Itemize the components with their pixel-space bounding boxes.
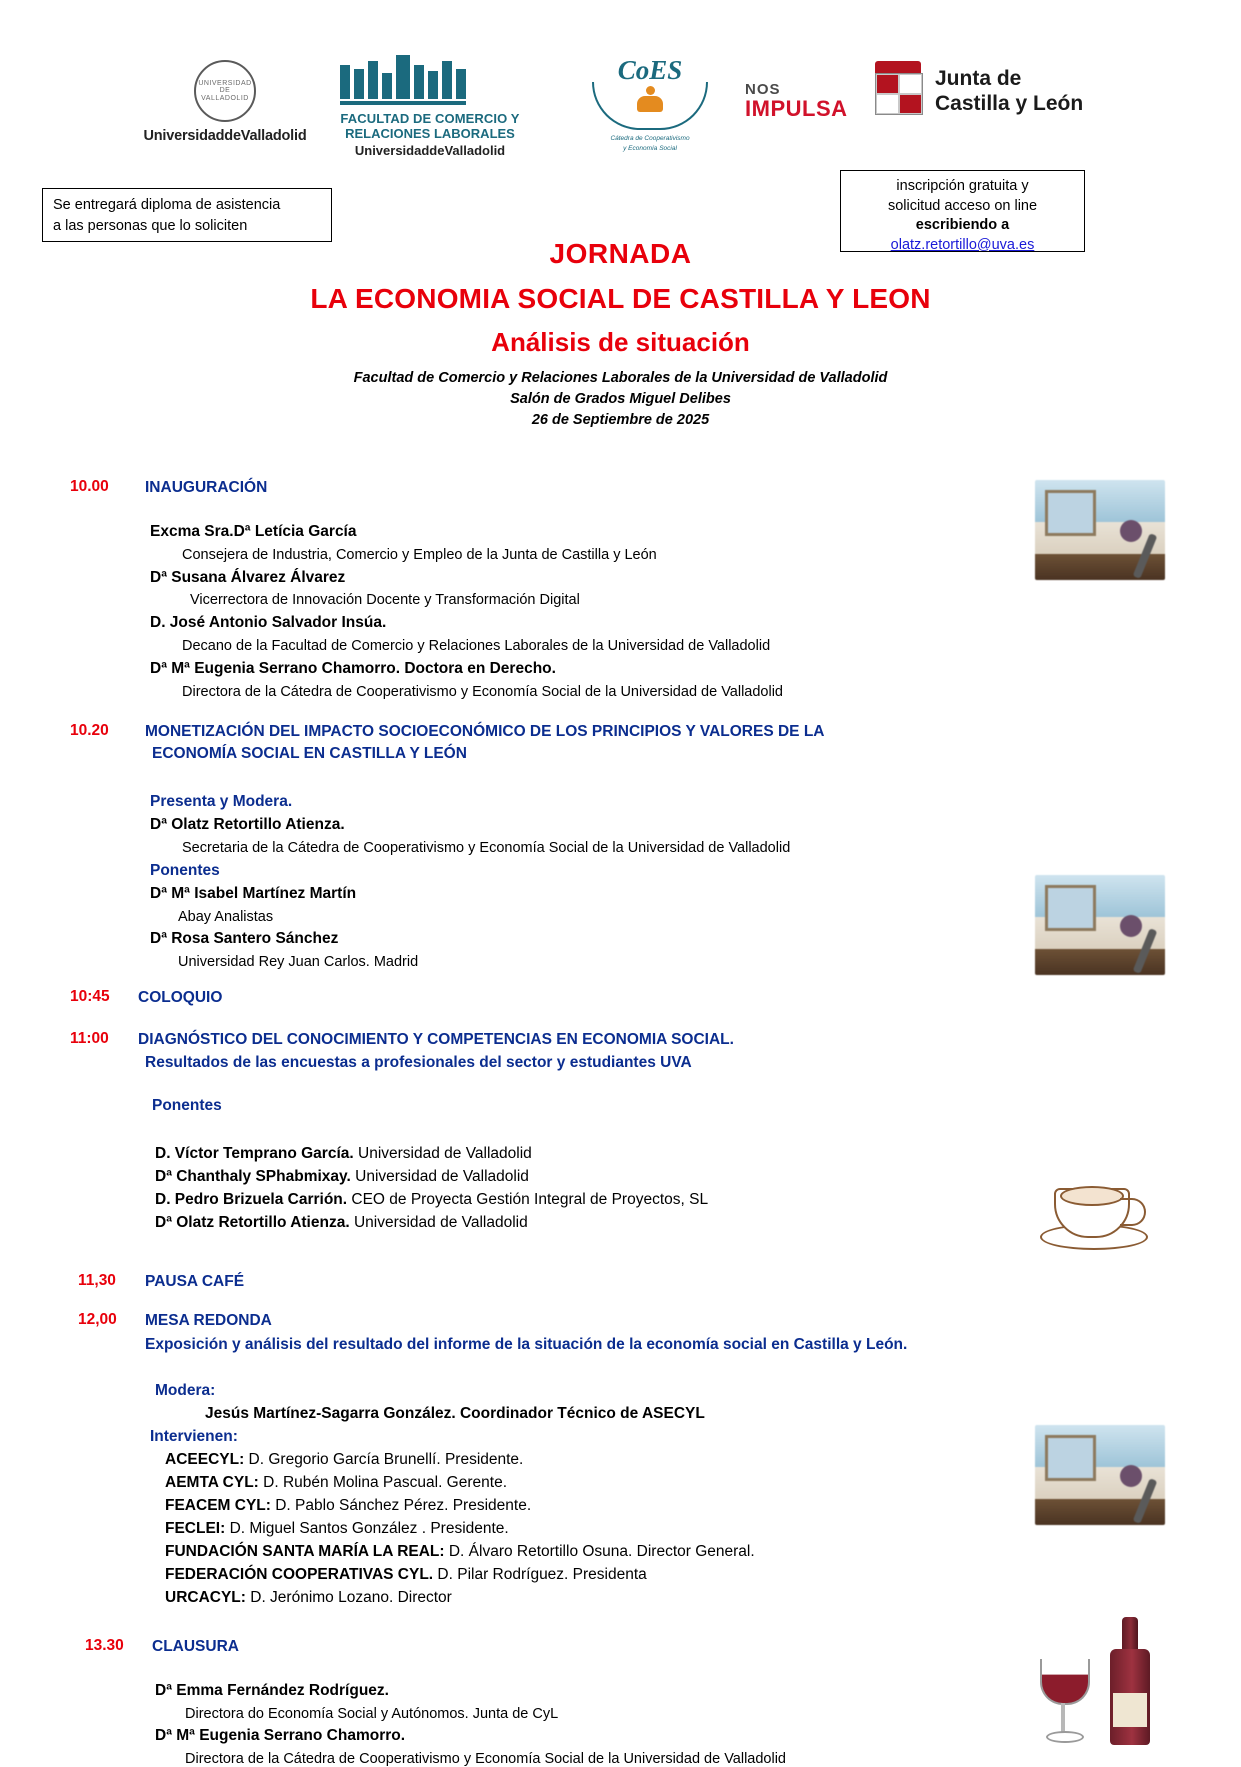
speaker-role: Decano de la Facultad de Comercio y Relaciones Laborales de la Universidad de Valladolid [182, 638, 771, 654]
org-person: D. Pablo Sánchez Pérez. Presidente. [275, 1497, 532, 1514]
speaker-org: Universidad de Valladolid [355, 1168, 529, 1185]
speaker-name: Dª Olatz Retortillo Atienza. [150, 816, 345, 833]
castilla-leon-crest-icon [875, 61, 923, 117]
speaker-org: CEO de Proyecta Gestión Integral de Proyectos, SL [351, 1191, 709, 1208]
coes-arc-icon [592, 82, 708, 130]
facultad-line3: UniversidaddeValladolid [354, 143, 506, 158]
section-heading-monetizacion-l1: MONETIZACIÓN DEL IMPACTO SOCIOECONÓMICO DE LOS PRINCIPIOS Y VALORES DE LA [145, 723, 825, 740]
speaker-name: Dª Emma Fernández Rodríguez. [155, 1682, 389, 1699]
logo-facultad-comercio [305, 55, 555, 158]
coes-sub1: Cátedra de Cooperativismo [610, 135, 690, 142]
page-title-jornada: JORNADA [549, 238, 692, 269]
list-item [165, 1589, 452, 1607]
speaker-name: Dª Olatz Retortillo Atienza. [155, 1214, 350, 1231]
speaker-role: Directora de la Cátedra de Cooperativismo y Economía Social de la Universidad de Valladolid [185, 1751, 786, 1767]
list-item [165, 1566, 647, 1584]
presenta-label: Presenta y Modera. [150, 793, 293, 810]
speaker-name: Dª Mª Eugenia Serrano Chamorro. Doctora en Derecho. [150, 660, 556, 677]
impulsa-label: IMPULSA [745, 96, 848, 121]
ponentes-label: Ponentes [150, 862, 220, 879]
uva-seal-icon: UNIVERSIDAD DE VALLADOLID [194, 60, 256, 122]
section-heading-monetizacion-l2: ECONOMÍA SOCIAL EN CASTILLA Y LEÓN [152, 745, 467, 762]
speaker-role: Abay Analistas [178, 909, 274, 925]
speaker-name: Dª Mª Isabel Martínez Martín [150, 885, 357, 902]
inscription-line2: solicitud acceso on line [887, 197, 1038, 214]
mesa-redonda-description: Exposición y análisis del resultado del informe de la situación de la economía social en Castilla y León. [145, 1336, 908, 1353]
list-item [165, 1543, 755, 1561]
org-person: D. Álvaro Retortillo Osuna. Director General. [448, 1543, 755, 1560]
time-1100: 11:00 [70, 1030, 109, 1047]
section-heading-mesa-redonda: MESA REDONDA [145, 1312, 272, 1329]
facultad-line1: FACULTAD DE COMERCIO Y [340, 111, 520, 126]
venue-line: Facultad de Comercio y Relaciones Laborales de la Universidad de Valladolid [353, 370, 888, 386]
section-heading-diagnostico-l2: Resultados de las encuestas a profesionales del sector y estudiantes UVA [145, 1054, 692, 1071]
list-item [165, 1497, 531, 1515]
org-name: FEDERACIÓN COOPERATIVAS CYL. [165, 1566, 434, 1583]
org-name: FEACEM CYL: [165, 1497, 271, 1514]
section-heading-inauguracion: INAUGURACIÓN [145, 479, 268, 496]
list-item [155, 1168, 529, 1186]
section-heading-pausa-cafe: PAUSA CAFÉ [145, 1273, 245, 1290]
inscription-line1: inscripción gratuita y [896, 178, 1029, 194]
diploma-line2: a las personas que lo soliciten [53, 218, 248, 235]
section-heading-coloquio: COLOQUIO [138, 989, 223, 1006]
list-item [165, 1451, 523, 1469]
uva-caption: UniversidaddeValladolid [143, 128, 307, 144]
coes-sub2: y Economía Social [623, 145, 677, 153]
room-line: Salón de Grados Miguel Delibes [510, 391, 731, 407]
date-line: 26 de Septiembre de 2025 [531, 412, 710, 428]
facultad-building-icon [340, 55, 520, 107]
time-1200: 12,00 [78, 1311, 117, 1328]
coes-person-icon [633, 86, 667, 116]
speaker-name: D. Pedro Brizuela Carrión. [155, 1191, 348, 1208]
list-item [165, 1520, 509, 1538]
list-item [155, 1214, 528, 1232]
list-item [155, 1145, 532, 1163]
list-item [155, 1191, 708, 1209]
time-1130: 11,30 [78, 1272, 116, 1289]
page-title-main: LA ECONOMIA SOCIAL DE CASTILLA Y LEON [310, 283, 931, 314]
speaker-role: Universidad Rey Juan Carlos. Madrid [178, 954, 419, 970]
conference-photo-3 [1035, 1425, 1165, 1525]
org-name: FECLEI: [165, 1520, 226, 1537]
time-1000: 10.00 [70, 478, 109, 495]
coffee-cup-icon [1040, 1160, 1150, 1250]
speaker-name: Excma Sra.Dª Letícia García [150, 523, 357, 540]
diploma-notice-box [42, 188, 332, 242]
org-person: D. Rubén Molina Pascual. Gerente. [263, 1474, 507, 1491]
speaker-name: D. José Antonio Salvador Insúa. [150, 614, 387, 631]
nos-label: NOS [745, 81, 781, 98]
org-name: FUNDACIÓN SANTA MARÍA LA REAL: [165, 1543, 445, 1560]
speaker-name: Dª Rosa Santero Sánchez [150, 930, 339, 947]
speaker-role: Secretaria de la Cátedra de Cooperativismo y Economía Social de la Universidad de Valladolid [182, 840, 791, 856]
speaker-org: Universidad de Valladolid [358, 1145, 532, 1162]
speaker-name: Dª Chanthaly SPhabmixay. [155, 1168, 351, 1185]
speaker-name: Dª Susana Álvarez Álvarez [150, 569, 346, 586]
section-heading-diagnostico-l1: DIAGNÓSTICO DEL CONOCIMIENTO Y COMPETENCIAS EN ECONOMIA SOCIAL. [138, 1031, 734, 1048]
speaker-org: Universidad de Valladolid [353, 1214, 528, 1231]
org-person: D. Pilar Rodríguez. Presidenta [437, 1566, 647, 1583]
wine-glass-bottle-icon [1040, 1615, 1150, 1745]
diploma-line1: Se entregará diploma de asistencia [53, 197, 281, 213]
page-title-sub: Análisis de situación [491, 327, 750, 357]
inscription-email-link[interactable]: olatz.retortillo@uva.es [890, 236, 1035, 253]
speaker-role: Directora de la Cátedra de Cooperativismo y Economía Social de la Universidad de Valladolid [182, 684, 783, 700]
header-logos [0, 55, 1241, 175]
inscription-line3: escribiendo a [915, 217, 1010, 234]
org-name: AEMTA CYL: [165, 1474, 259, 1491]
logo-coes [560, 55, 740, 153]
org-person: D. Miguel Santos González . Presidente. [229, 1520, 509, 1537]
facultad-line2: RELACIONES LABORALES [345, 126, 515, 141]
speaker-name: D. Víctor Temprano García. [155, 1145, 354, 1162]
junta-line1: Junta de [935, 67, 1022, 90]
time-1330: 13.30 [85, 1637, 124, 1654]
intervienen-label: Intervienen: [150, 1428, 238, 1445]
speaker-role: Consejera de Industria, Comercio y Empleo de la Junta de Castilla y León [182, 547, 657, 563]
speaker-role: Directora do Economía Social y Autónomos. Junta de CyL [185, 1706, 559, 1722]
speaker-role: Vicerrectora de Innovación Docente y Transformación Digital [190, 592, 580, 608]
conference-photo-2 [1035, 875, 1165, 975]
org-name: ACEECYL: [165, 1451, 245, 1468]
speaker-name: Dª Mª Eugenia Serrano Chamorro. [155, 1727, 406, 1744]
org-name: URCACYL: [165, 1589, 246, 1606]
ponentes-label: Ponentes [152, 1097, 222, 1114]
list-item [165, 1474, 507, 1492]
time-1045: 10:45 [70, 988, 110, 1005]
coes-wordmark: CoES [617, 55, 683, 85]
section-heading-clausura: CLAUSURA [152, 1638, 239, 1655]
modera-name: Jesús Martínez-Sagarra González. Coordinador Técnico de ASECYL [205, 1405, 705, 1422]
org-person: D. Jerónimo Lozano. Director [250, 1589, 452, 1606]
junta-line2: Castilla y León [935, 92, 1084, 115]
modera-label: Modera: [155, 1382, 216, 1399]
org-person: D. Gregorio García Brunellí. Presidente. [248, 1451, 524, 1468]
conference-photo-1 [1035, 480, 1165, 580]
time-1020: 10.20 [70, 722, 109, 739]
